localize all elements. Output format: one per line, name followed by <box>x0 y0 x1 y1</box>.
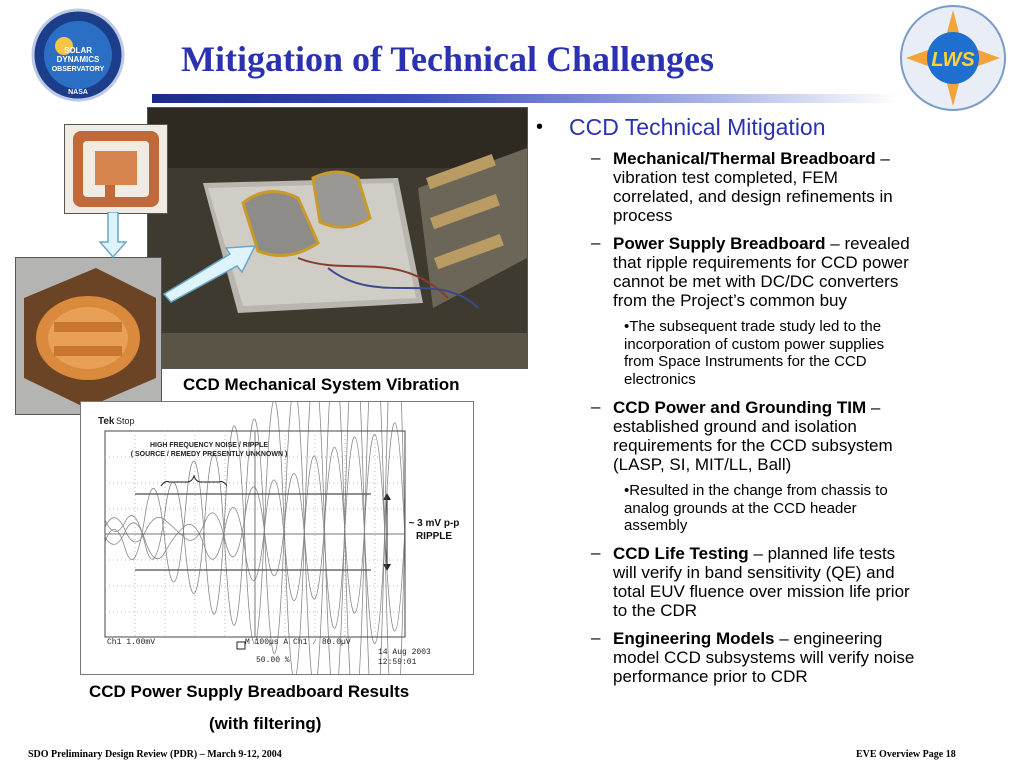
scope-stop-label: Stop <box>116 416 135 426</box>
page-title: Mitigation of Technical Challenges <box>181 39 715 79</box>
scope-ripple-label <box>399 517 469 543</box>
scope-timebase: M 100µs A Ch1 ∕ 80.0µV <box>245 638 351 647</box>
dash-marker: – <box>591 543 601 562</box>
sub-bullet-text: (LASP, SI, MIT/LL, Ball) <box>613 455 792 474</box>
sub-bullet-text: total EUV fluence over mission life prior <box>613 582 910 601</box>
scope-noise-note <box>129 441 289 459</box>
sub-bullet-text: – <box>875 149 890 168</box>
scope-tek-label: Tek <box>98 416 115 427</box>
sub-sub-bullet-trade-study <box>624 318 884 388</box>
vibration-test-photo <box>147 107 528 369</box>
sub-bullet-bold: Mechanical/Thermal Breadboard <box>613 149 876 168</box>
lws-logo-text: LWS <box>931 49 975 71</box>
sub-sub-bullet-text: from Space Instruments for the CCD <box>624 353 867 370</box>
sub-bullet-mechanical <box>613 149 893 225</box>
bullet-marker: • <box>536 116 544 138</box>
dash-marker: – <box>591 148 601 167</box>
sub-bullet-text: that ripple requirements for CCD power <box>613 253 909 272</box>
sub-bullet-bold: CCD Power and Grounding TIM <box>613 398 867 417</box>
mount-plate-photo <box>64 124 168 214</box>
sub-bullet-text: – <box>866 398 881 417</box>
scope-note-line-1: HIGH FREQUENCY NOISE / RIPPLE <box>149 442 269 449</box>
sub-bullet-bold: Power Supply Breadboard <box>613 234 826 253</box>
sub-sub-bullet-text: incorporation of custom power supplies <box>624 335 885 353</box>
sub-sub-bullet-text: •The subsequent trade study led to the <box>624 318 882 335</box>
sub-bullet-text: correlated, and design refinements in <box>613 187 893 206</box>
sub-bullet-text: requirements for the CCD subsystem <box>613 436 893 455</box>
sub-bullet-grounding <box>613 398 893 474</box>
sdo-logo-nasa: NASA <box>68 89 88 96</box>
sub-sub-bullet-text: •Resulted in the change from chassis to <box>624 482 888 499</box>
sub-bullet-text: from the Project’s common buy <box>613 291 847 310</box>
sub-bullet-bold: CCD Life Testing <box>613 544 749 563</box>
sub-bullet-text: will verify in band sensitivity (QE) and <box>613 563 895 582</box>
sub-bullet-text: – planned life tests <box>748 544 896 563</box>
main-bullet: CCD Technical Mitigation <box>569 114 826 140</box>
scope-date: 14 Aug 2003 <box>378 648 431 657</box>
sub-bullet-text: to the CDR <box>613 601 698 620</box>
scope-trigger-position: 50.00 % <box>256 656 290 665</box>
caption-power-supply-sub: (with filtering) <box>209 714 322 733</box>
sub-bullet-bold: Engineering Models <box>613 629 775 648</box>
footer-left: SDO Preliminary Design Review (PDR) – March 9-12, 2004 <box>28 749 282 760</box>
sub-bullet-text: vibration test completed, FEM <box>613 168 838 187</box>
scope-ripple-line-1: ~ 3 mV p-p <box>408 518 460 529</box>
scope-ripple-line-2: RIPPLE <box>415 531 453 542</box>
scope-time: 12:59:01 <box>378 658 417 667</box>
sub-bullet-text: – engineering <box>774 629 883 648</box>
sub-sub-bullet-analog-grounds <box>624 482 888 535</box>
arrow-diagonal-icon <box>160 244 260 304</box>
sdo-logo-word-3: OBSERVATORY <box>51 66 105 73</box>
ccd-housing-photo <box>15 257 162 415</box>
sub-bullet-text: – revealed <box>825 234 910 253</box>
caption-vibration: CCD Mechanical System Vibration <box>183 375 460 394</box>
sub-bullet-text: established ground and isolation <box>613 417 857 436</box>
sub-bullet-life-testing <box>613 544 910 620</box>
title-underline-bar <box>152 94 898 103</box>
dash-marker: – <box>591 233 601 252</box>
sdo-logo-word-1: SOLAR <box>64 46 92 55</box>
lws-logo <box>890 2 1016 114</box>
sub-bullet-text: cannot be met with DC/DC converters <box>613 272 899 291</box>
sub-bullet-text: performance prior to CDR <box>613 667 808 686</box>
sub-sub-bullet-text: assembly <box>624 517 688 534</box>
sub-sub-bullet-text: analog grounds at the CCD header <box>624 499 857 517</box>
dash-marker: – <box>591 397 601 416</box>
sub-bullet-text: model CCD subsystems will verify noise <box>613 648 915 667</box>
caption-power-supply: CCD Power Supply Breadboard Results <box>89 682 410 701</box>
sub-sub-bullet-text: electronics <box>624 370 696 388</box>
sub-bullet-text: process <box>613 206 673 225</box>
dash-marker: – <box>591 628 601 647</box>
sdo-logo <box>28 8 128 102</box>
scope-ch1-scale: Ch1 1.00mV <box>107 638 156 647</box>
sub-bullet-power-supply <box>613 234 910 310</box>
arrow-down-icon <box>98 212 128 258</box>
oscilloscope-plot <box>80 401 474 675</box>
sub-bullet-engineering-models <box>613 629 914 686</box>
scope-note-line-2: ( SOURCE / REMEDY PRESENTLY UNKNOWN ) <box>130 451 288 458</box>
footer-page-number: EVE Overview Page 18 <box>856 749 956 760</box>
sdo-logo-word-2: DYNAMICS <box>56 55 100 64</box>
